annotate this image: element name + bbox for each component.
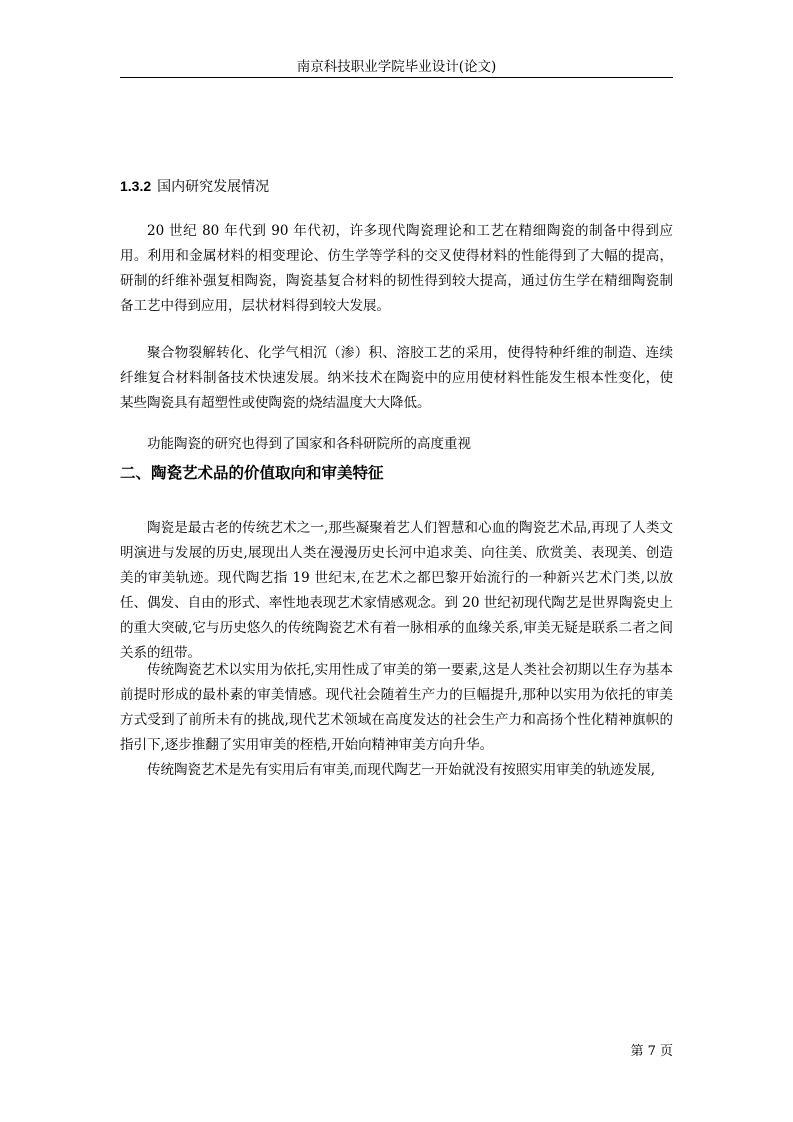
page-header: 南京科技职业学院毕业设计(论文) xyxy=(296,59,497,75)
body-paragraph: 功能陶瓷的研究也得到了国家和各科研院所的高度重视 xyxy=(147,436,471,452)
body-paragraph: 聚合物裂解转化、化学气相沉（渗）积、溶胶工艺的采用，使得特种纤维的制造、连续纤维复合材料制备技术快速发展。纳米技术在陶瓷中的应用使材料性能发生根本性变化，使某些陶瓷具有超塑性或使陶瓷的烧结温度大大降低。 xyxy=(120,345,673,411)
body-paragraph: 传统陶瓷艺术以实用为依托,实用性成了审美的第一要素,这是人类社会初期以生存为基本前提时形成的最朴素的审美情感。现代社会随着生产力的巨幅提升,那种以实用为依托的审美方式受到了前所未有的挑战,现代艺术领域在高度发达的社会生产力和高扬个性化精神旗帜的指引下,逐步推翻了实用审美的桎梏,开始向精神审美方向升华。 xyxy=(120,662,673,753)
section-number: 1.3.2 xyxy=(120,178,152,194)
page-number: 第 7 页 xyxy=(630,1044,673,1059)
body-paragraph: 陶瓷是最古老的传统艺术之一,那些凝聚着艺人们智慧和心血的陶瓷艺术品,再现了人类文明演进与发展的历史,展现出人类在漫漫历史长河中追求美、向往美、欣赏美、表现美、创造美的审美轨迹。现代陶艺指 19 世纪末,在艺术之都巴黎开始流行的一种新兴艺术门类,以放任、偶发、自由的形式、率性地表现艺术家情感观念。到 20 世纪初现代陶艺是世界陶瓷史上的重大突破,它与历史悠久的传统陶瓷艺术有着一脉相承的血缘关系,审美无疑是联系二者之间关系的纽带。 xyxy=(120,520,673,661)
header-rule xyxy=(120,77,673,78)
body-paragraph: 传统陶瓷艺术是先有实用后有审美,而现代陶艺一开始就没有按照实用审美的轨迹发展, xyxy=(147,762,656,778)
section-title: 国内研究发展情况 xyxy=(157,179,270,195)
chapter-heading: 二、陶瓷艺术品的价值取向和审美特征 xyxy=(120,464,384,482)
body-paragraph: 20 世纪 80 年代到 90 年代初，许多现代陶瓷理论和工艺在精细陶瓷的制备中得到应用。利用和金属材料的相变理论、仿生学等学科的交叉使得材料的性能得到了大幅的提高，研制的纤维补强复相陶瓷，陶瓷基复合材料的韧性得到较大提高，通过仿生学在精细陶瓷制备工艺中得到应用，层状材料得到较大发展。 xyxy=(120,223,673,314)
section-heading xyxy=(120,176,269,197)
